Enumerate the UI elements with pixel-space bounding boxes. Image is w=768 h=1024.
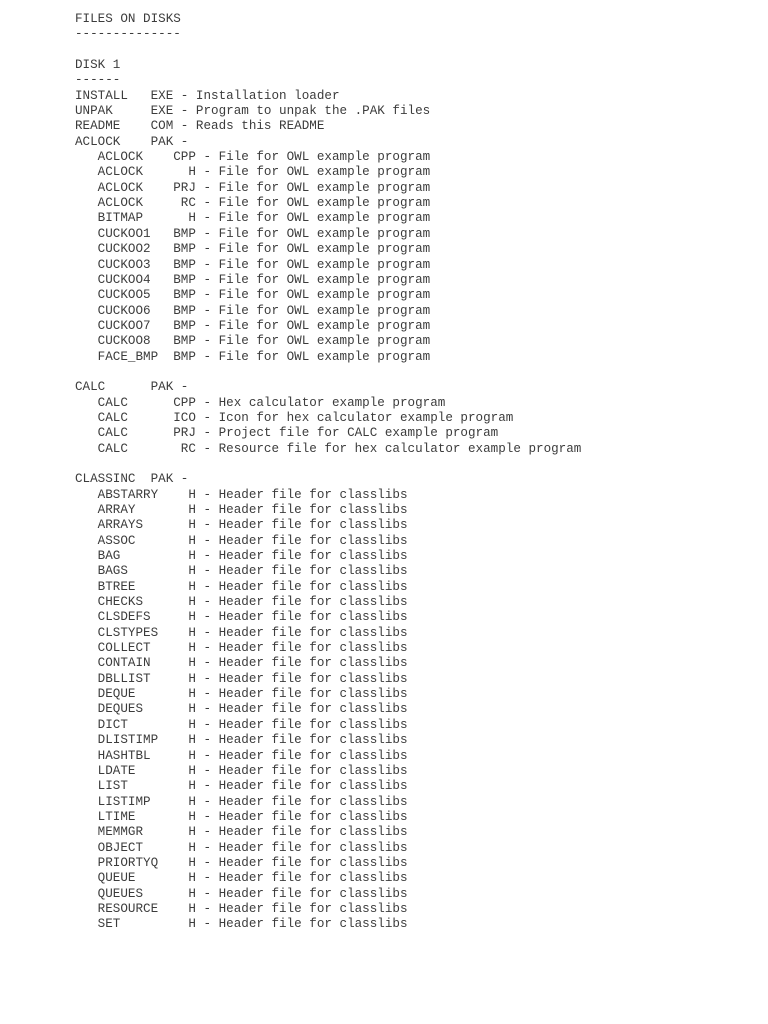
document-line: CHECKS H - Header file for classlibs bbox=[75, 595, 408, 610]
document-line: README COM - Reads this README bbox=[75, 119, 325, 134]
document-line: ARRAY H - Header file for classlibs bbox=[75, 503, 408, 517]
document-line: PRIORTYQ H - Header file for classlibs bbox=[75, 855, 408, 870]
document-line: CUCKOO8 BMP - File for OWL example program bbox=[75, 334, 431, 349]
document-line: CLSDEFS H - Header file for classlibs bbox=[75, 610, 408, 625]
document-line bbox=[75, 365, 581, 380]
document-line: INSTALL EXE - Installation loader bbox=[75, 88, 340, 103]
document-line: QUEUES H - Header file for classlibs bbox=[75, 886, 408, 901]
document-line: DBLLIST H - Header file for classlibs bbox=[75, 671, 408, 686]
document-line: CALC CPP - Hex calculator example program bbox=[75, 395, 446, 410]
document-line: LIST H - Header file for classlibs bbox=[75, 779, 408, 794]
document-line: COLLECT H - Header file for classlibs bbox=[75, 641, 408, 656]
document-line: DLISTIMP H - Header file for classlibs bbox=[75, 733, 408, 748]
document-line: ASSOC H - Header file for classlibs bbox=[75, 533, 408, 548]
document-line: CUCKOO2 BMP - File for OWL example program bbox=[75, 242, 431, 257]
document-line: -------------- bbox=[75, 27, 181, 42]
document-line: QUEUE H - Header file for classlibs bbox=[75, 871, 408, 886]
document-line: LDATE H - Header file for classlibs bbox=[75, 763, 408, 778]
document-line: CUCKOO6 BMP - File for OWL example program bbox=[75, 303, 431, 318]
document-line: ------ bbox=[75, 73, 121, 88]
document-line: CALC ICO - Icon for hex calculator example program bbox=[75, 410, 514, 425]
document-line: BAGS H - Header file for classlibs bbox=[75, 564, 408, 579]
document-line: DEQUES H - Header file for classlibs bbox=[75, 702, 408, 717]
document-line: BAG H - Header file for classlibs bbox=[75, 549, 408, 564]
document-line: CUCKOO3 BMP - File for OWL example program bbox=[75, 257, 431, 272]
document-line: ACLOCK RC - File for OWL example program bbox=[75, 196, 431, 211]
document-line: DICT H - Header file for classlibs bbox=[75, 717, 408, 732]
document-line: RESOURCE H - Header file for classlibs bbox=[75, 901, 408, 916]
document-line: CLSTYPES H - Header file for classlibs bbox=[75, 625, 408, 640]
document-line: ACLOCK PAK - bbox=[75, 134, 189, 149]
document-line: ARRAYS H - Header file for classlibs bbox=[75, 518, 408, 533]
document-line: DISK 1 bbox=[75, 58, 121, 73]
document-line: CUCKOO7 BMP - File for OWL example program bbox=[75, 318, 431, 333]
document-line: BTREE H - Header file for classlibs bbox=[75, 579, 408, 594]
document-line bbox=[75, 457, 581, 472]
document-line: CONTAIN H - Header file for classlibs bbox=[75, 656, 408, 671]
document-line: BITMAP H - File for OWL example program bbox=[75, 211, 431, 226]
document-line: ABSTARRY H - Header file for classlibs bbox=[75, 487, 408, 502]
document-line: LISTIMP H - Header file for classlibs bbox=[75, 794, 408, 809]
document-line: CALC PRJ - Project file for CALC example program bbox=[75, 426, 499, 441]
document-line: UNPAK EXE - Program to unpak the .PAK files bbox=[75, 104, 431, 119]
document-line: CUCKOO4 BMP - File for OWL example program bbox=[75, 272, 431, 287]
document-line bbox=[75, 43, 581, 58]
document-line: DEQUE H - Header file for classlibs bbox=[75, 687, 408, 702]
document-line: LTIME H - Header file for classlibs bbox=[75, 809, 408, 824]
document-line: ACLOCK H - File for OWL example program bbox=[75, 165, 431, 180]
document-line: CUCKOO1 BMP - File for OWL example program bbox=[75, 226, 431, 241]
document-text bbox=[75, 12, 581, 933]
document-line: CALC PAK - bbox=[75, 380, 189, 395]
document-line: MEMMGR H - Header file for classlibs bbox=[75, 825, 408, 840]
document-line: SET H - Header file for classlibs bbox=[75, 917, 408, 932]
document-line: FILES ON DISKS bbox=[75, 12, 181, 26]
document-line: OBJECT H - Header file for classlibs bbox=[75, 840, 408, 855]
document-line: CLASSINC PAK - bbox=[75, 472, 189, 487]
document-line: HASHTBL H - Header file for classlibs bbox=[75, 748, 408, 763]
document-line: CUCKOO5 BMP - File for OWL example program bbox=[75, 288, 431, 303]
document-line: FACE_BMP BMP - File for OWL example program bbox=[75, 349, 431, 364]
document-line: ACLOCK CPP - File for OWL example program bbox=[75, 150, 431, 165]
document-line: CALC RC - Resource file for hex calculator example program bbox=[75, 441, 582, 456]
document-line: ACLOCK PRJ - File for OWL example program bbox=[75, 180, 431, 195]
